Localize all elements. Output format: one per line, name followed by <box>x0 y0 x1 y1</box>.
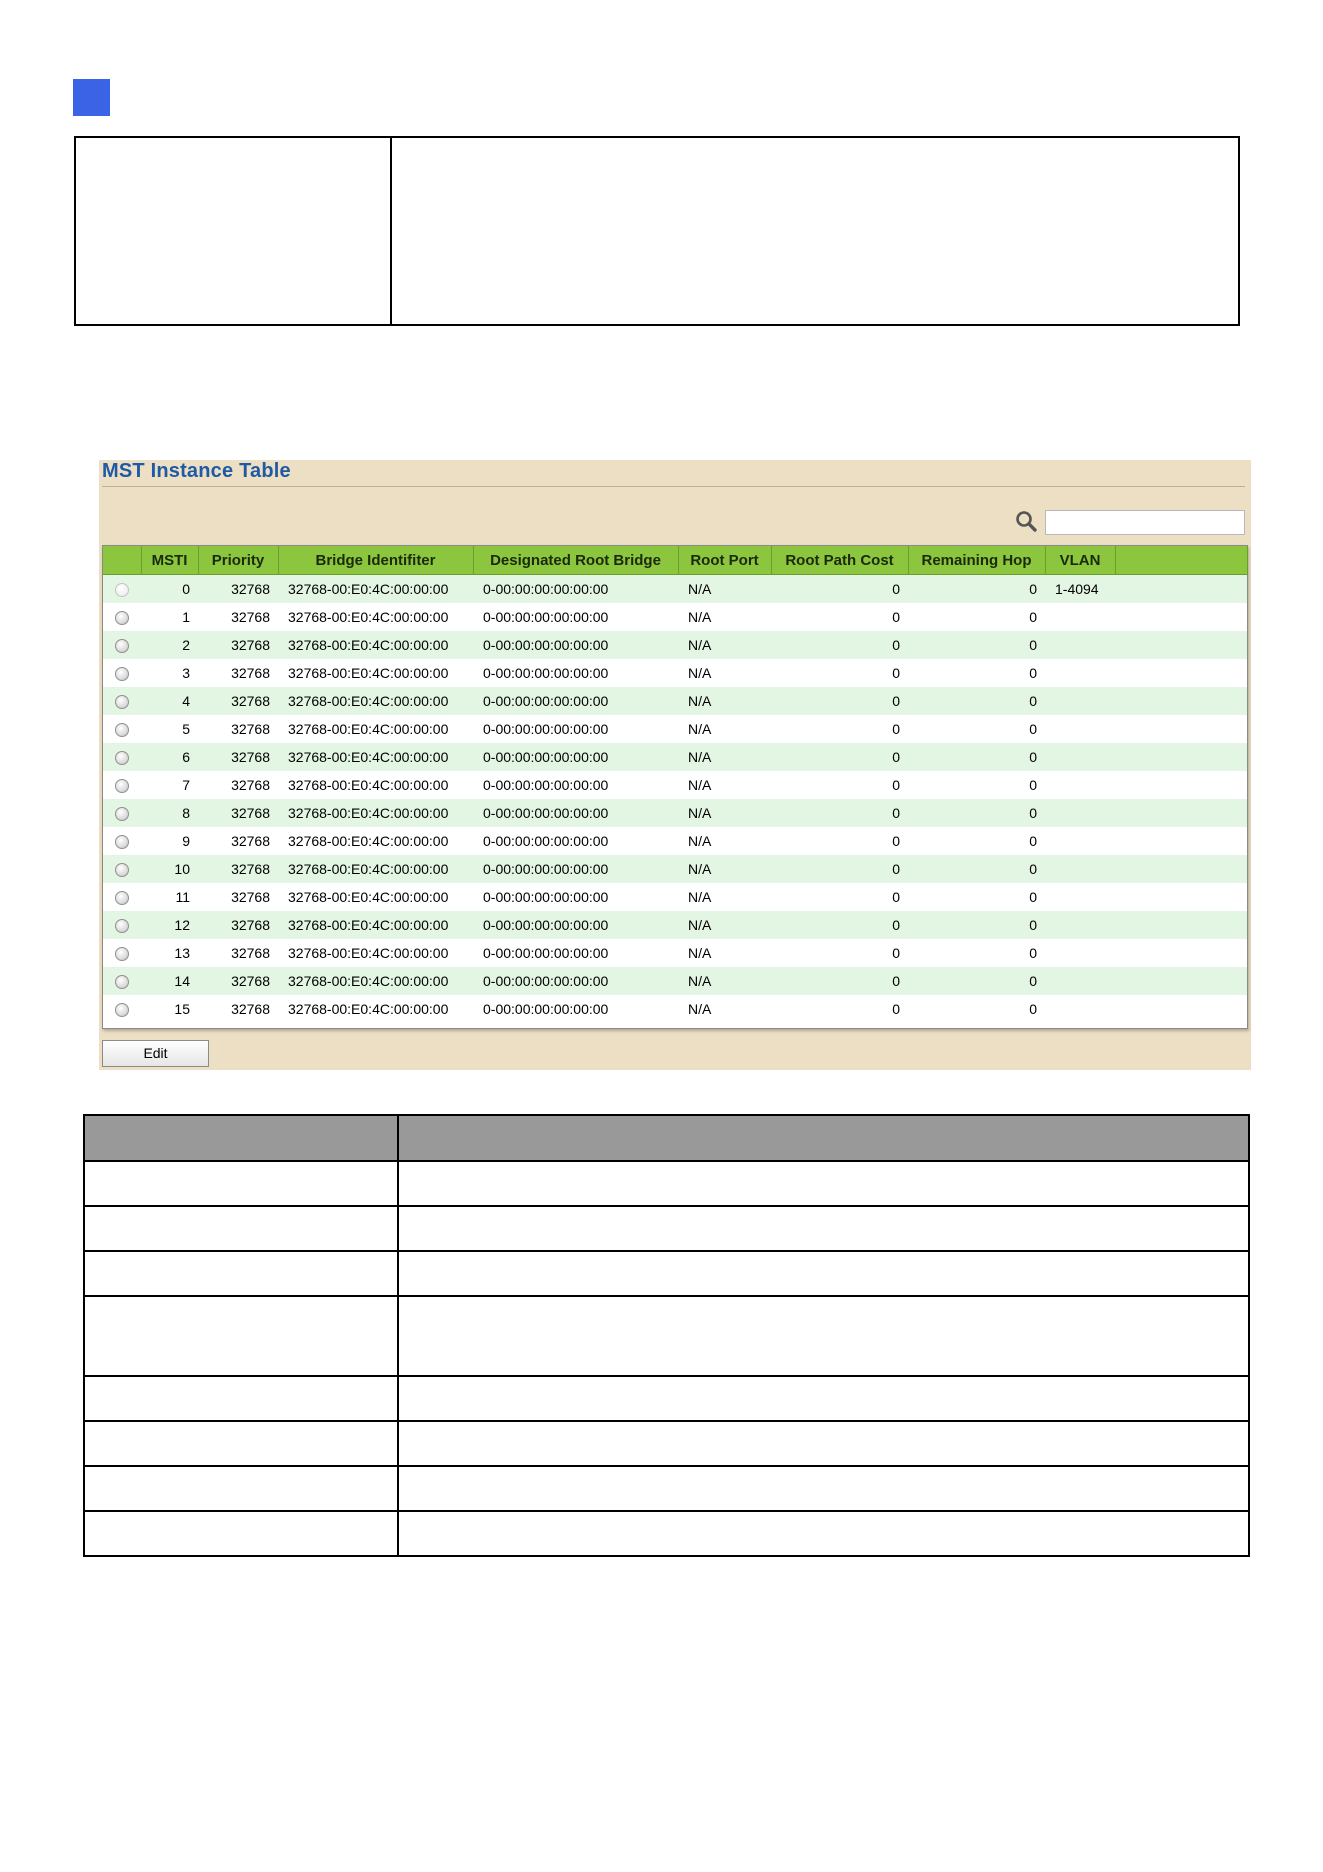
table-row[interactable] <box>103 939 1247 967</box>
description-item-cell <box>84 1376 398 1421</box>
column-header-root-port[interactable]: Root Port <box>678 546 771 575</box>
cell-msti: 15 <box>141 995 198 1023</box>
cell-bridge-identifier: 32768-00:E0:4C:00:00:00 <box>278 827 473 855</box>
cell-root-port: N/A <box>678 715 771 743</box>
cell-vlan <box>1045 715 1115 743</box>
cell-root-path-cost: 0 <box>771 771 908 799</box>
cell-vlan <box>1045 827 1115 855</box>
table-row[interactable] <box>103 883 1247 911</box>
description-item-cell <box>84 1206 398 1251</box>
cell-filler <box>1115 911 1247 939</box>
table-row[interactable] <box>103 715 1247 743</box>
table-row[interactable] <box>103 659 1247 687</box>
column-header-root-path-cost[interactable]: Root Path Cost <box>771 546 908 575</box>
table-row[interactable] <box>103 827 1247 855</box>
cell-remaining-hop: 0 <box>908 939 1045 967</box>
cell-remaining-hop: 0 <box>908 575 1045 604</box>
cell-root-path-cost: 0 <box>771 631 908 659</box>
cell-select <box>103 939 141 967</box>
cell-select <box>103 967 141 995</box>
cell-priority: 32768 <box>198 575 278 604</box>
cell-remaining-hop: 0 <box>908 771 1045 799</box>
cell-vlan <box>1045 967 1115 995</box>
description-row <box>84 1466 1249 1511</box>
cell-bridge-identifier: 32768-00:E0:4C:00:00:00 <box>278 911 473 939</box>
row-select-radio[interactable] <box>115 975 129 989</box>
mst-instance-table <box>103 546 1248 1023</box>
row-select-radio[interactable] <box>115 807 129 821</box>
cell-priority: 32768 <box>198 631 278 659</box>
cell-priority: 32768 <box>198 883 278 911</box>
cell-select <box>103 659 141 687</box>
table-row[interactable] <box>103 855 1247 883</box>
column-header-filler <box>1115 546 1247 575</box>
cell-priority: 32768 <box>198 687 278 715</box>
description-item-cell <box>84 1421 398 1466</box>
cell-priority: 32768 <box>198 967 278 995</box>
description-detail-cell <box>398 1466 1249 1511</box>
cell-designated-root-bridge: 0-00:00:00:00:00:00 <box>473 659 678 687</box>
cell-filler <box>1115 827 1247 855</box>
cell-bridge-identifier: 32768-00:E0:4C:00:00:00 <box>278 883 473 911</box>
description-detail-cell <box>398 1376 1249 1421</box>
cell-priority: 32768 <box>198 995 278 1023</box>
description-detail-cell <box>398 1421 1249 1466</box>
row-select-radio[interactable] <box>115 723 129 737</box>
cell-msti: 13 <box>141 939 198 967</box>
cell-root-port: N/A <box>678 855 771 883</box>
cell-msti: 8 <box>141 799 198 827</box>
cell-select <box>103 743 141 771</box>
mst-instance-grid <box>102 545 1248 1029</box>
cell-remaining-hop: 0 <box>908 715 1045 743</box>
cell-bridge-identifier: 32768-00:E0:4C:00:00:00 <box>278 715 473 743</box>
cell-vlan <box>1045 659 1115 687</box>
cell-msti: 10 <box>141 855 198 883</box>
cell-vlan <box>1045 911 1115 939</box>
cell-select <box>103 687 141 715</box>
description-item-cell <box>84 1161 398 1206</box>
description-item-cell <box>84 1511 398 1556</box>
cell-remaining-hop: 0 <box>908 827 1045 855</box>
row-select-radio[interactable] <box>115 1003 129 1017</box>
cell-select <box>103 799 141 827</box>
cell-filler <box>1115 631 1247 659</box>
row-select-radio[interactable] <box>115 863 129 877</box>
cell-bridge-identifier: 32768-00:E0:4C:00:00:00 <box>278 799 473 827</box>
description-detail-cell <box>398 1251 1249 1296</box>
cell-designated-root-bridge: 0-00:00:00:00:00:00 <box>473 631 678 659</box>
cell-remaining-hop: 0 <box>908 967 1045 995</box>
description-item-cell <box>84 1466 398 1511</box>
cell-bridge-identifier: 32768-00:E0:4C:00:00:00 <box>278 855 473 883</box>
cell-msti: 3 <box>141 659 198 687</box>
row-select-radio[interactable] <box>115 611 129 625</box>
cell-root-port: N/A <box>678 575 771 604</box>
cell-select <box>103 771 141 799</box>
column-header-remaining-hop[interactable]: Remaining Hop <box>908 546 1045 575</box>
info-box <box>74 136 1240 326</box>
cell-designated-root-bridge: 0-00:00:00:00:00:00 <box>473 967 678 995</box>
panel-title: MST Instance Table <box>102 460 291 482</box>
cell-root-path-cost: 0 <box>771 687 908 715</box>
cell-vlan <box>1045 995 1115 1023</box>
cell-root-port: N/A <box>678 827 771 855</box>
cell-filler <box>1115 799 1247 827</box>
row-select-radio[interactable] <box>115 947 129 961</box>
search-input[interactable] <box>1045 510 1245 535</box>
row-select-radio[interactable] <box>115 919 129 933</box>
row-select-radio[interactable] <box>115 779 129 793</box>
edit-button[interactable]: Edit <box>102 1040 209 1067</box>
table-row[interactable] <box>103 743 1247 771</box>
cell-msti: 4 <box>141 687 198 715</box>
description-detail-cell <box>398 1296 1249 1376</box>
cell-designated-root-bridge: 0-00:00:00:00:00:00 <box>473 715 678 743</box>
description-item-cell <box>84 1251 398 1296</box>
cell-remaining-hop: 0 <box>908 995 1045 1023</box>
column-header-msti[interactable]: MSTI <box>141 546 198 575</box>
cell-msti: 1 <box>141 603 198 631</box>
description-item-cell <box>84 1296 398 1376</box>
cell-msti: 9 <box>141 827 198 855</box>
cell-filler <box>1115 771 1247 799</box>
cell-priority: 32768 <box>198 715 278 743</box>
cell-bridge-identifier: 32768-00:E0:4C:00:00:00 <box>278 659 473 687</box>
row-select-radio[interactable] <box>115 695 129 709</box>
table-row[interactable] <box>103 687 1247 715</box>
cell-root-path-cost: 0 <box>771 939 908 967</box>
cell-msti: 11 <box>141 883 198 911</box>
cell-msti: 0 <box>141 575 198 604</box>
cell-root-port: N/A <box>678 771 771 799</box>
cell-root-port: N/A <box>678 995 771 1023</box>
cell-filler <box>1115 995 1247 1023</box>
cell-root-port: N/A <box>678 799 771 827</box>
panel-title-rule <box>102 486 1245 487</box>
cell-root-path-cost: 0 <box>771 883 908 911</box>
cell-root-path-cost: 0 <box>771 799 908 827</box>
cell-vlan: 1-4094 <box>1045 575 1115 604</box>
cell-designated-root-bridge: 0-00:00:00:00:00:00 <box>473 939 678 967</box>
table-row[interactable] <box>103 771 1247 799</box>
cell-msti: 14 <box>141 967 198 995</box>
cell-msti: 12 <box>141 911 198 939</box>
cell-remaining-hop: 0 <box>908 743 1045 771</box>
cell-select <box>103 995 141 1023</box>
cell-bridge-identifier: 32768-00:E0:4C:00:00:00 <box>278 687 473 715</box>
cell-priority: 32768 <box>198 743 278 771</box>
cell-root-path-cost: 0 <box>771 967 908 995</box>
description-row <box>84 1161 1249 1206</box>
column-header-vlan[interactable]: VLAN <box>1045 546 1115 575</box>
search-icon[interactable] <box>1014 509 1038 533</box>
cell-vlan <box>1045 687 1115 715</box>
cell-root-port: N/A <box>678 659 771 687</box>
column-header-designated-root-bridge[interactable]: Designated Root Bridge <box>473 546 678 575</box>
cell-priority: 32768 <box>198 771 278 799</box>
cell-remaining-hop: 0 <box>908 603 1045 631</box>
cell-bridge-identifier: 32768-00:E0:4C:00:00:00 <box>278 631 473 659</box>
cell-vlan <box>1045 603 1115 631</box>
cell-select <box>103 631 141 659</box>
cell-remaining-hop: 0 <box>908 855 1045 883</box>
table-row[interactable] <box>103 911 1247 939</box>
table-header-row <box>103 546 1247 575</box>
table-row[interactable] <box>103 799 1247 827</box>
cell-root-path-cost: 0 <box>771 827 908 855</box>
cell-remaining-hop: 0 <box>908 659 1045 687</box>
cell-root-port: N/A <box>678 687 771 715</box>
table-row[interactable] <box>103 603 1247 631</box>
cell-priority: 32768 <box>198 603 278 631</box>
cell-filler <box>1115 743 1247 771</box>
cell-root-port: N/A <box>678 967 771 995</box>
cell-msti: 2 <box>141 631 198 659</box>
column-header-priority[interactable]: Priority <box>198 546 278 575</box>
cell-designated-root-bridge: 0-00:00:00:00:00:00 <box>473 995 678 1023</box>
cell-priority: 32768 <box>198 855 278 883</box>
cell-select <box>103 855 141 883</box>
description-detail-cell <box>398 1206 1249 1251</box>
description-table <box>83 1114 1250 1557</box>
table-row[interactable] <box>103 631 1247 659</box>
cell-root-path-cost: 0 <box>771 743 908 771</box>
description-header-row <box>84 1115 1249 1161</box>
description-header-item <box>84 1115 398 1161</box>
cell-vlan <box>1045 883 1115 911</box>
cell-bridge-identifier: 32768-00:E0:4C:00:00:00 <box>278 967 473 995</box>
cell-vlan <box>1045 743 1115 771</box>
mst-instance-panel <box>99 460 1251 1070</box>
cell-remaining-hop: 0 <box>908 799 1045 827</box>
cell-select <box>103 911 141 939</box>
cell-root-path-cost: 0 <box>771 603 908 631</box>
cell-designated-root-bridge: 0-00:00:00:00:00:00 <box>473 603 678 631</box>
cell-root-port: N/A <box>678 603 771 631</box>
cell-select <box>103 883 141 911</box>
cell-bridge-identifier: 32768-00:E0:4C:00:00:00 <box>278 743 473 771</box>
description-row <box>84 1251 1249 1296</box>
description-row <box>84 1376 1249 1421</box>
cell-filler <box>1115 715 1247 743</box>
cell-designated-root-bridge: 0-00:00:00:00:00:00 <box>473 911 678 939</box>
row-select-radio[interactable] <box>115 835 129 849</box>
cell-vlan <box>1045 855 1115 883</box>
cell-filler <box>1115 967 1247 995</box>
cell-root-path-cost: 0 <box>771 659 908 687</box>
row-select-radio[interactable] <box>115 751 129 765</box>
cell-root-port: N/A <box>678 911 771 939</box>
cell-select <box>103 575 141 604</box>
cell-filler <box>1115 855 1247 883</box>
cell-filler <box>1115 575 1247 604</box>
cell-filler <box>1115 939 1247 967</box>
description-row <box>84 1296 1249 1376</box>
cell-msti: 5 <box>141 715 198 743</box>
cell-remaining-hop: 0 <box>908 631 1045 659</box>
cell-remaining-hop: 0 <box>908 883 1045 911</box>
description-row <box>84 1511 1249 1556</box>
cell-bridge-identifier: 32768-00:E0:4C:00:00:00 <box>278 995 473 1023</box>
table-body <box>103 575 1247 1024</box>
table-row[interactable] <box>103 967 1247 995</box>
cell-root-path-cost: 0 <box>771 575 908 604</box>
description-row <box>84 1421 1249 1466</box>
description-row <box>84 1206 1249 1251</box>
cell-vlan <box>1045 771 1115 799</box>
cell-bridge-identifier: 32768-00:E0:4C:00:00:00 <box>278 939 473 967</box>
info-box-divider <box>390 138 392 324</box>
cell-root-path-cost: 0 <box>771 911 908 939</box>
cell-root-port: N/A <box>678 631 771 659</box>
cell-filler <box>1115 883 1247 911</box>
cell-vlan <box>1045 939 1115 967</box>
cell-filler <box>1115 687 1247 715</box>
cell-priority: 32768 <box>198 911 278 939</box>
cell-remaining-hop: 0 <box>908 687 1045 715</box>
cell-select <box>103 827 141 855</box>
cell-root-port: N/A <box>678 939 771 967</box>
cell-bridge-identifier: 32768-00:E0:4C:00:00:00 <box>278 771 473 799</box>
cell-priority: 32768 <box>198 827 278 855</box>
cell-root-port: N/A <box>678 743 771 771</box>
cell-filler <box>1115 603 1247 631</box>
cell-vlan <box>1045 631 1115 659</box>
cell-priority: 32768 <box>198 939 278 967</box>
cell-priority: 32768 <box>198 659 278 687</box>
cell-priority: 32768 <box>198 799 278 827</box>
cell-designated-root-bridge: 0-00:00:00:00:00:00 <box>473 855 678 883</box>
cell-designated-root-bridge: 0-00:00:00:00:00:00 <box>473 687 678 715</box>
cell-msti: 7 <box>141 771 198 799</box>
cell-bridge-identifier: 32768-00:E0:4C:00:00:00 <box>278 603 473 631</box>
cell-root-path-cost: 0 <box>771 715 908 743</box>
column-header-select <box>103 546 141 575</box>
section-marker <box>73 79 110 116</box>
description-detail-cell <box>398 1161 1249 1206</box>
cell-select <box>103 603 141 631</box>
cell-bridge-identifier: 32768-00:E0:4C:00:00:00 <box>278 575 473 604</box>
column-header-bridge-identifier[interactable]: Bridge Identifiter <box>278 546 473 575</box>
row-select-radio[interactable] <box>115 639 129 653</box>
row-select-radio[interactable] <box>115 667 129 681</box>
cell-designated-root-bridge: 0-00:00:00:00:00:00 <box>473 771 678 799</box>
description-detail-cell <box>398 1511 1249 1556</box>
table-row[interactable] <box>103 575 1247 604</box>
cell-designated-root-bridge: 0-00:00:00:00:00:00 <box>473 827 678 855</box>
cell-designated-root-bridge: 0-00:00:00:00:00:00 <box>473 799 678 827</box>
table-row[interactable] <box>103 995 1247 1023</box>
cell-select <box>103 715 141 743</box>
cell-root-path-cost: 0 <box>771 995 908 1023</box>
cell-designated-root-bridge: 0-00:00:00:00:00:00 <box>473 575 678 604</box>
cell-root-path-cost: 0 <box>771 855 908 883</box>
cell-designated-root-bridge: 0-00:00:00:00:00:00 <box>473 883 678 911</box>
row-select-radio <box>115 583 129 597</box>
cell-vlan <box>1045 799 1115 827</box>
cell-root-port: N/A <box>678 883 771 911</box>
cell-msti: 6 <box>141 743 198 771</box>
cell-designated-root-bridge: 0-00:00:00:00:00:00 <box>473 743 678 771</box>
cell-remaining-hop: 0 <box>908 911 1045 939</box>
description-header-detail <box>398 1115 1249 1161</box>
row-select-radio[interactable] <box>115 891 129 905</box>
cell-filler <box>1115 659 1247 687</box>
